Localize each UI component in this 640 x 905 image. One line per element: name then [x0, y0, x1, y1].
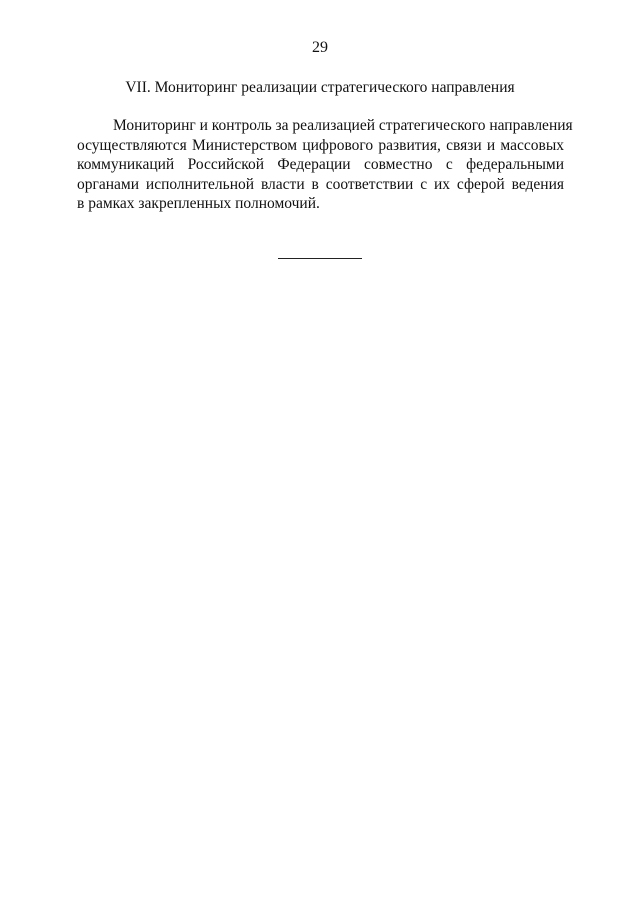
- end-separator-line: [278, 258, 362, 259]
- body-paragraph: [77, 116, 573, 214]
- paragraph-line: в рамках закрепленных полномочий.: [77, 195, 320, 213]
- paragraph-line: коммуникаций Российской Федерации совместно с федеральными: [77, 156, 564, 174]
- section-heading: VII. Мониторинг реализации стратегического направления: [125, 79, 515, 96]
- paragraph-line: осуществляются Министерством цифрового развития, связи и массовых: [77, 136, 564, 154]
- paragraph-line: Мониторинг и контроль за реализацией стратегического направления: [113, 117, 573, 134]
- page-number: 29: [312, 39, 328, 56]
- paragraph-line: органами исполнительной власти в соответствии с их сферой ведения: [77, 175, 564, 193]
